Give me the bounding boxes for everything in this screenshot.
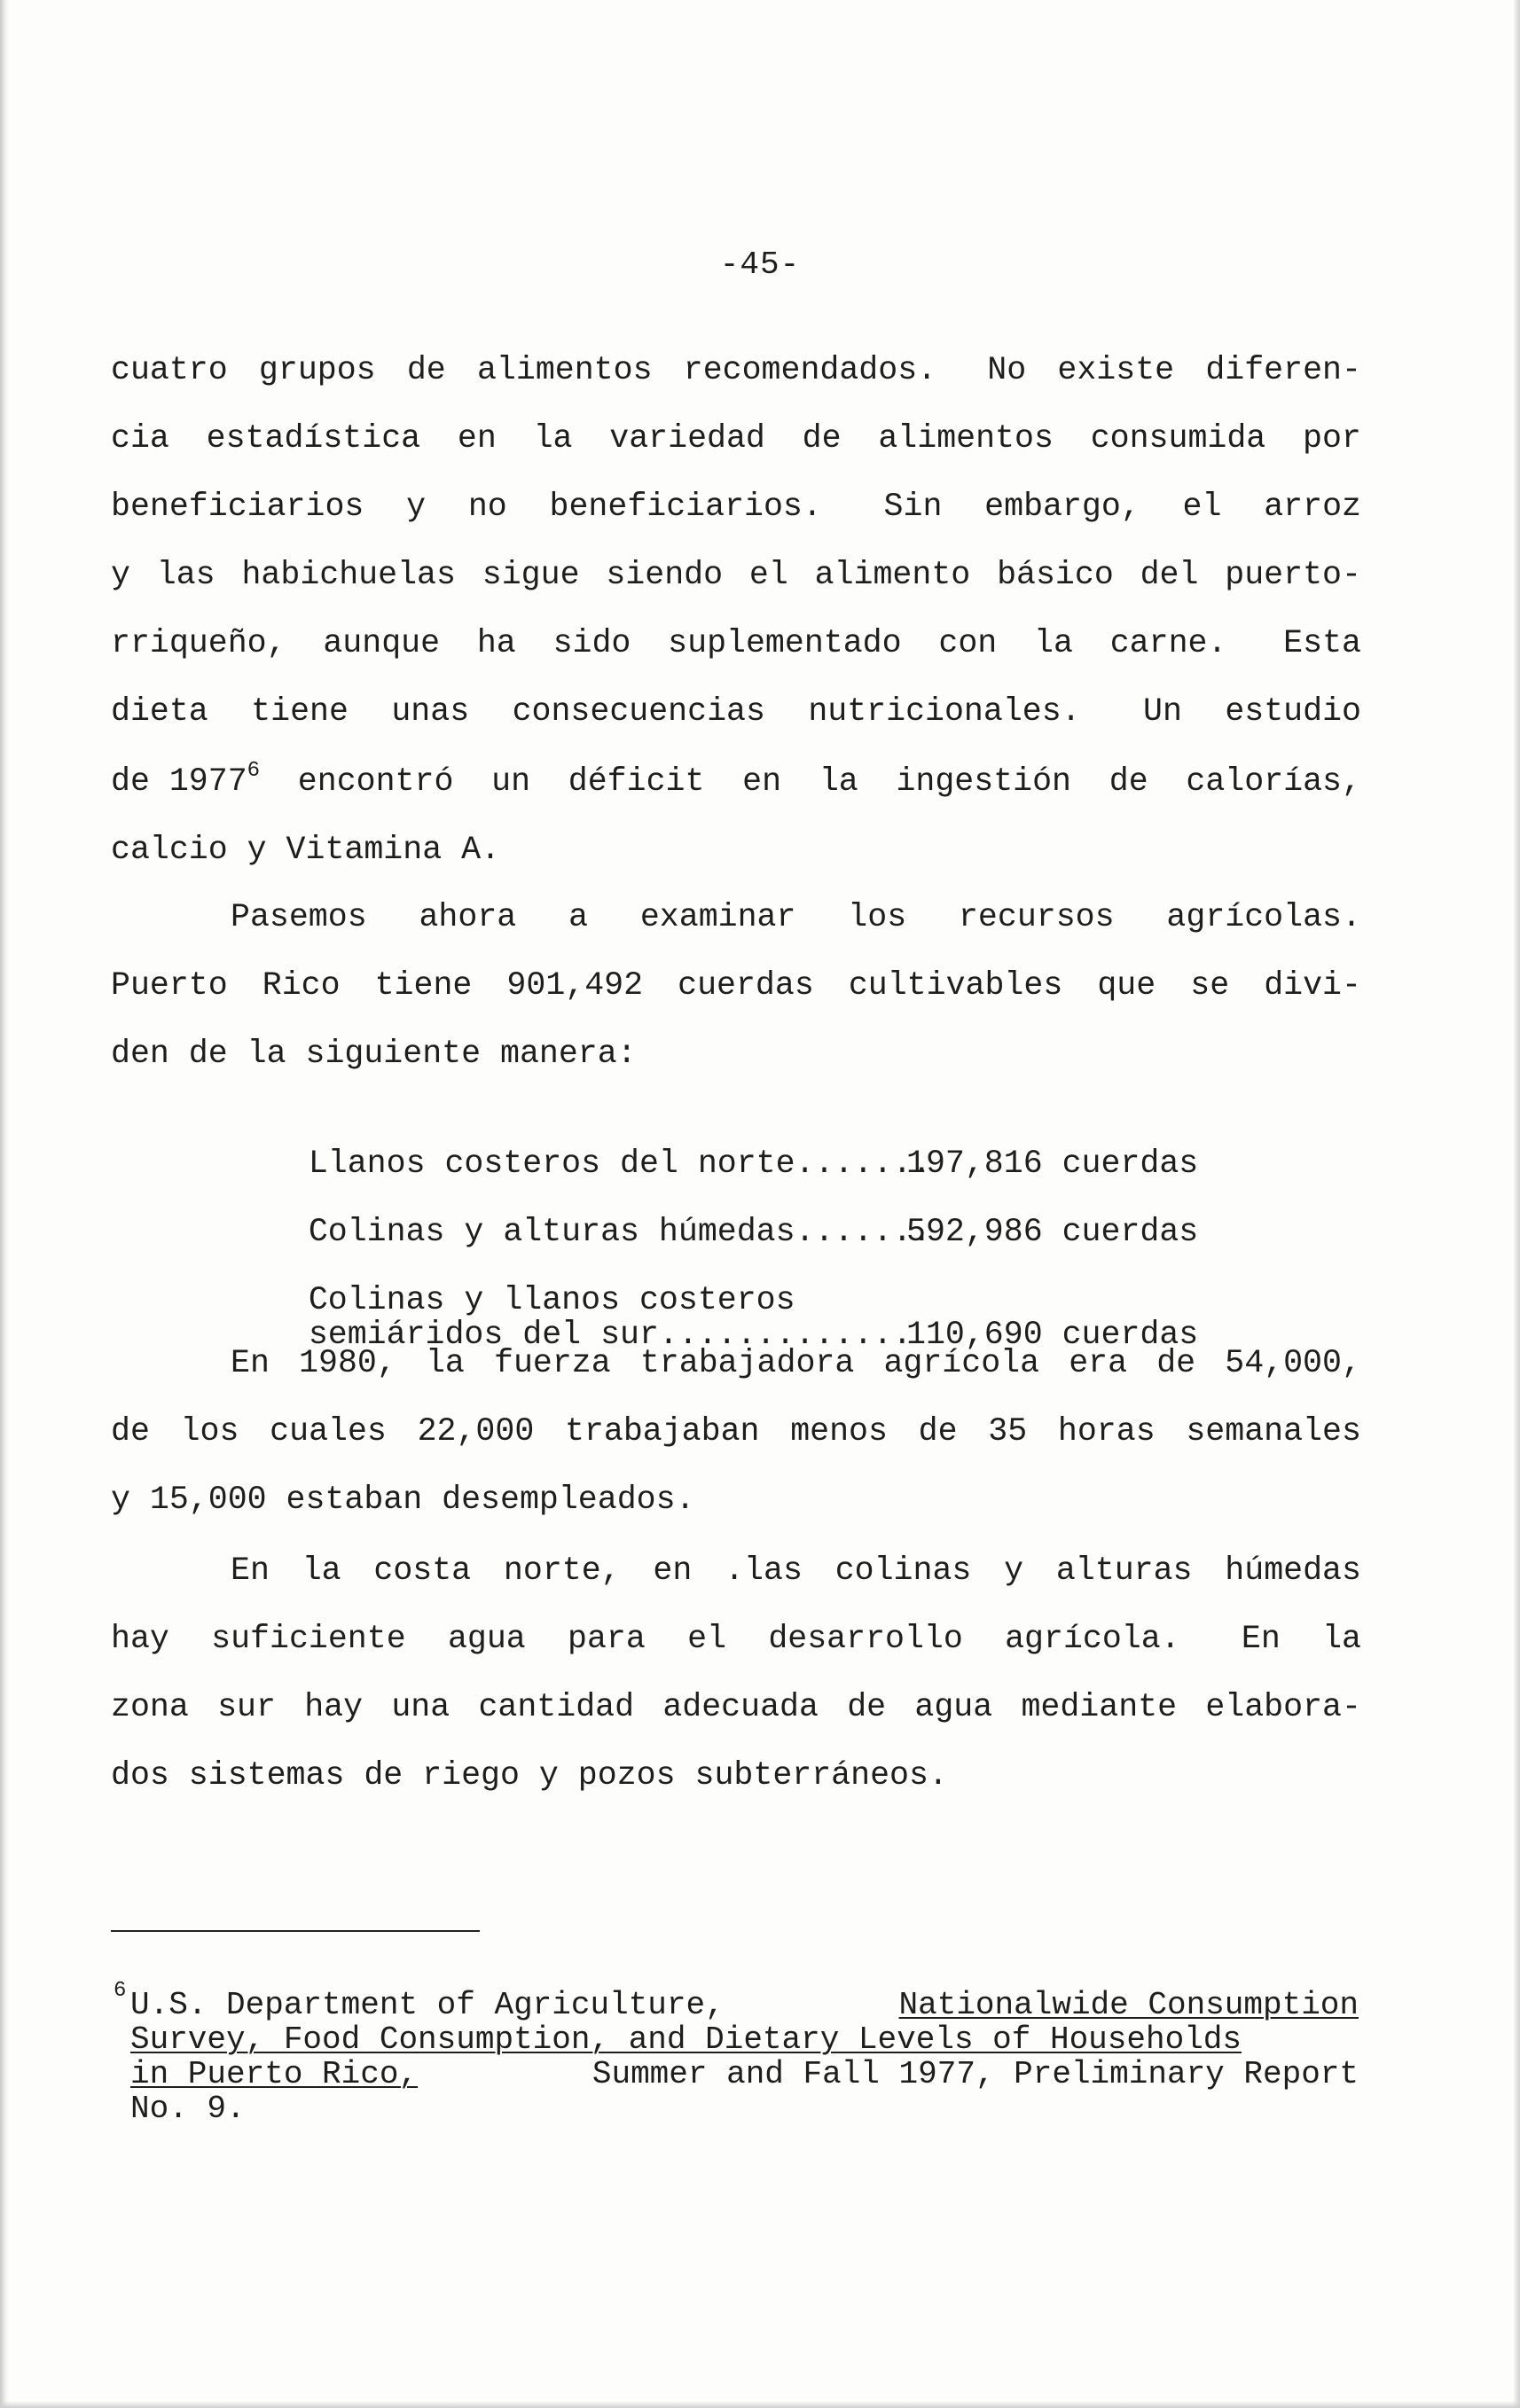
word: sigue [482,557,580,593]
scan-edge-bottom [0,2401,1520,2408]
word: diferen- [1205,352,1361,388]
word: ingestión [896,763,1072,800]
word: calorías, [1186,763,1361,800]
word: a [568,899,589,935]
word: la [302,1552,341,1589]
word: estadística [206,420,421,457]
word: Sin [864,489,943,525]
word: se [1190,967,1230,1004]
word: dieta [111,693,208,730]
word: Pasemos [231,899,367,935]
p2-last-line: den de la siguiente manera: [111,1036,637,1072]
word: examinar [639,899,796,935]
word: ha [476,625,516,661]
word: de [1156,1345,1196,1381]
word: alimentos [878,420,1054,457]
word: mediante [1021,1689,1178,1725]
p1-line-footnote-ref [111,759,1361,803]
word: de [802,420,842,457]
word: Rico [262,967,341,1004]
word: puerto- [1225,557,1361,593]
word: de [406,352,446,388]
word: la [819,763,858,800]
word: Puerto [111,967,228,1004]
footnote-line-4: No. 9. [130,2091,246,2127]
word: 901,492 [506,967,644,1004]
p4-line [111,1552,1361,1592]
word: variedad [609,420,765,457]
word: por [1303,420,1361,457]
p3-line [111,1345,1361,1385]
word: habichuelas [241,557,456,593]
p1-last-line: calcio y Vitamina A. [111,832,501,868]
word: colinas [834,1552,972,1589]
word: la [425,1345,465,1381]
word: trabajaban [564,1413,760,1450]
p1-line [111,491,1361,528]
word: hay [111,1621,169,1657]
word: trabajadora [639,1345,855,1381]
word: En [1221,1621,1281,1657]
word: cia [111,420,169,457]
word: el [1182,489,1222,525]
word: la [533,420,573,457]
word: existe [1057,352,1175,388]
word: no [467,489,507,525]
word: En [231,1345,270,1381]
word: tiene [251,693,349,730]
footnote-title-part-2: Survey, Food Consumption, and Dietary Levels of Households [130,2021,1242,2058]
p1-line [111,625,1361,665]
word: arroz [1264,489,1361,525]
word: divi- [1264,967,1361,1004]
footnote-line-2 [130,2021,1359,2060]
word: carne. [1109,625,1227,661]
p2-line [111,899,1361,939]
word: nutricionales. [808,693,1081,730]
p1-line [111,352,1361,392]
word: en [742,763,782,800]
word: elabora- [1205,1689,1361,1725]
p1-line7-pre: de 1977$^6$ [111,759,261,800]
word: para [568,1621,646,1657]
word: hay [304,1689,364,1725]
word: del [1140,557,1199,593]
word: la [1034,625,1073,661]
word: beneficiarios. [549,489,822,525]
word: alturas [1055,1552,1193,1589]
word: básico [997,557,1114,593]
word: un [491,763,531,800]
p4-last-line: dos sistemas de riego y pozos subterráneos. [111,1757,948,1794]
word: sido [552,625,631,661]
word: consumida [1090,420,1266,457]
word: fuerza [494,1345,611,1381]
word: déficit [568,763,705,800]
word: sur [217,1689,276,1725]
word: de [918,1413,958,1450]
word: desarrollo [768,1621,963,1657]
word: el [748,557,788,593]
word: que [1097,967,1156,1004]
word: costa [373,1552,472,1589]
land-row-semiarid-south: semiáridos del sur............. 110,690 cuerdas [308,1317,1199,1353]
word: en [457,420,497,457]
word: agua [914,1689,993,1725]
word: y [406,489,427,525]
footnote-line-3: in Puerto Rico, Summer and Fall 1977, Preliminary Report [130,2056,1359,2092]
word: En [231,1552,270,1589]
word: aunque [323,625,441,661]
word: Esta [1264,625,1361,661]
p3-line [111,1413,1361,1453]
word: norte, [503,1552,621,1589]
word: 22,000 [417,1413,535,1450]
word: húmedas [1225,1552,1361,1589]
word: con [938,625,998,661]
scan-edge-left [0,0,9,2408]
p4-line [111,1623,1361,1661]
word: cuatro [111,352,228,388]
word: y [1004,1552,1024,1589]
scan-edge-right [1513,0,1520,2408]
land-row-humid-hills: Colinas y alturas húmedas....... 592,986 cuerdas [308,1214,1199,1250]
word: recomendados. [683,352,937,388]
word: suficiente [211,1621,406,1657]
word: 54,000, [1225,1345,1361,1381]
word: rriqueño, [111,625,286,661]
word: Un [1124,693,1182,730]
word: la [1322,1621,1361,1657]
word: alimento [814,557,971,593]
word: agrícola [883,1345,1040,1381]
word: semanales [1186,1413,1361,1450]
word: zona [111,1689,189,1725]
land-row-semiarid-south-line1: Colinas y llanos costeros [308,1282,795,1318]
word: cuerdas [678,967,814,1004]
footnote-line-1: U.S. Department of Agriculture, Nationalwide Consumption [130,1987,1359,2023]
p2-line [111,967,1361,1007]
word: cultivables [848,967,1063,1004]
p1-line [111,559,1361,597]
word: agua [447,1621,526,1657]
word: encontró [297,763,454,800]
footnote-marker: 6 [114,1979,127,2003]
footnote-separator [111,1930,480,1932]
word: las [156,557,215,593]
footnote-ref-6: 6 [247,759,261,783]
p4-line [111,1689,1361,1729]
word: No [968,352,1027,388]
word: embargo, [984,489,1140,525]
word: 1980, [299,1345,396,1381]
land-row-north-plains: Llanos costeros del norte....... 197,816 cuerdas [308,1145,1199,1182]
footnote-title-part-3: in Puerto Rico, [130,2056,419,2092]
word: ahora [419,899,517,935]
word: menos [790,1413,888,1450]
word: el [687,1621,727,1657]
word: de [1109,763,1148,800]
word: unas [391,693,470,730]
word: siendo [606,557,724,593]
word: los [180,1413,239,1450]
p1-line [111,420,1361,460]
word: tiene [374,967,473,1004]
footnote [130,1987,1359,2181]
p3-last-line: y 15,000 estaban desempleados. [111,1482,695,1518]
word: beneficiarios [111,489,364,525]
word: adecuada [662,1689,819,1725]
word: alimentos [476,352,653,388]
word: en [653,1552,693,1589]
footnote-title-part-1: Nationalwide Consumption [898,1987,1359,2023]
word: era [1069,1345,1128,1381]
word: suplementado [668,625,902,661]
word: agrícolas. [1166,899,1361,935]
word: y [111,557,130,593]
word: de [111,1413,150,1450]
word: estudio [1225,693,1361,730]
page-number: -45- [719,246,801,283]
word: cuales [270,1413,387,1450]
word: agrícola. [1005,1621,1180,1657]
word: consecuencias [512,693,765,730]
word: .las [725,1552,803,1589]
word: los [848,899,907,935]
word: de [847,1689,887,1725]
word: grupos [258,352,376,388]
word: 35 [988,1413,1028,1450]
word: horas [1057,1413,1156,1450]
word: una [391,1689,451,1725]
word: cantidad [478,1689,635,1725]
word: recursos [958,899,1115,935]
p1-line [111,693,1361,733]
